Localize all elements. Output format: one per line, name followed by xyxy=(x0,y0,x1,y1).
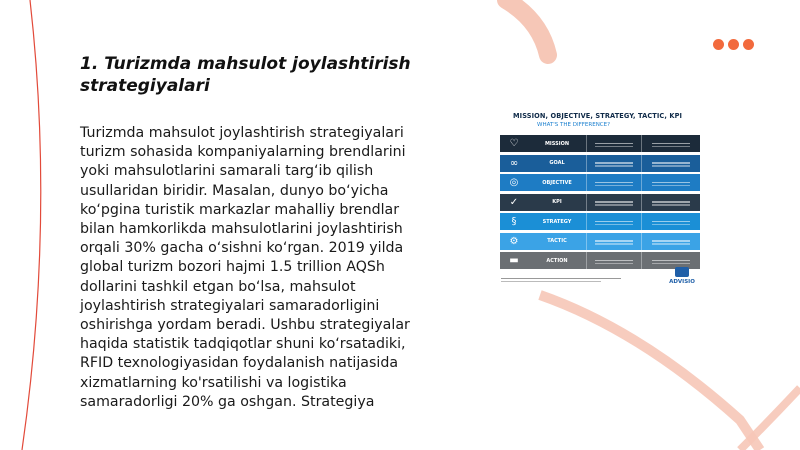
infographic-row-label: STRATEGY xyxy=(542,218,572,225)
binoculars-icon: ∞ xyxy=(509,157,519,169)
infographic-row-label: ACTION xyxy=(546,257,568,264)
infographic-row-cell xyxy=(586,194,641,211)
infographic-row-cell xyxy=(586,155,641,172)
infographic-row-label: KPI xyxy=(552,199,562,205)
slide-title: 1. Turizmda mahsulot joylashtirish strategiyalari xyxy=(80,54,411,96)
dot xyxy=(728,39,739,50)
dot xyxy=(743,39,754,50)
infographic-title: MISSION, OBJECTIVE, STRATEGY, TACTIC, KPI xyxy=(513,112,683,120)
infographic-row xyxy=(500,233,700,250)
infographic-row-label: OBJECTIVE xyxy=(542,179,572,186)
dot xyxy=(713,39,724,50)
infographic-row-cell xyxy=(586,174,641,191)
advisio-logo-mark xyxy=(675,267,689,277)
infographic-row-cell xyxy=(641,233,700,250)
infographic-row-cell xyxy=(641,174,700,191)
heart-icon: ♡ xyxy=(509,138,519,149)
infographic-row-cell xyxy=(641,213,700,230)
slide-indicator-dots xyxy=(713,39,754,50)
infographic-subtitle: WHAT'S THE DIFFERENCE? xyxy=(537,122,611,128)
infographic-row-label: GOAL xyxy=(549,160,565,166)
gears-icon: ⚙ xyxy=(509,235,519,247)
infographic-row-cell xyxy=(641,135,700,152)
infographic-row-label: TACTIC xyxy=(547,238,567,244)
infographic-row-cell xyxy=(586,135,641,152)
infographic-row-cell xyxy=(586,233,641,250)
advisio-logo xyxy=(664,267,700,285)
advisio-logo-text: ADVISIO xyxy=(669,279,695,285)
infographic-row xyxy=(500,174,700,191)
check-icon: ✓ xyxy=(509,196,519,208)
infographic-row-cell xyxy=(586,252,641,269)
action-icon: ▬ xyxy=(509,255,519,266)
target-icon: ◎ xyxy=(509,177,519,188)
infographic-row-cell xyxy=(586,213,641,230)
slide-body-text: Turizmda mahsulot joylashtirish strategiyalari turizm sohasida kompaniyalarning brendlarini yoki mahsulotlarini samarali targ‘ib qilish usullaridan biridir. Masalan, dunyo bo‘yicha ko‘pgina turistik markazlar mahalliy brendlar bilan hamkorlikda mahsulotlarini joylashtirish orqali 30% gacha o‘sishni ko‘rgan. 2019 yilda global turizm bozori hajmi 1.5 trillion AQSh dollarini tashkil etgan bo‘lsa, mahsulot joylashtirish strategiyalari samaradorligini oshirishga yordam beradi. Ushbu strategiyalar haqida statistik tadqiqotlar shuni ko‘rsatadiki, RFID texnologiyasidan foydalanish natijasida xizmatlarning ko'rsatilishi va logistika samaradorligi 20% ga oshgan. Strategiya xyxy=(80,125,410,410)
infographic-row-label: MISSION xyxy=(544,140,570,147)
infographic-footnote xyxy=(501,278,641,282)
infographic-row xyxy=(500,194,700,211)
route-icon: § xyxy=(511,216,517,227)
infographic-row-cell xyxy=(641,194,700,211)
infographic-row-cell xyxy=(641,155,700,172)
infographic-rows xyxy=(500,135,700,272)
infographic-row xyxy=(500,213,700,230)
infographic-image xyxy=(497,108,707,290)
infographic-row xyxy=(500,135,700,152)
infographic-row xyxy=(500,155,700,172)
